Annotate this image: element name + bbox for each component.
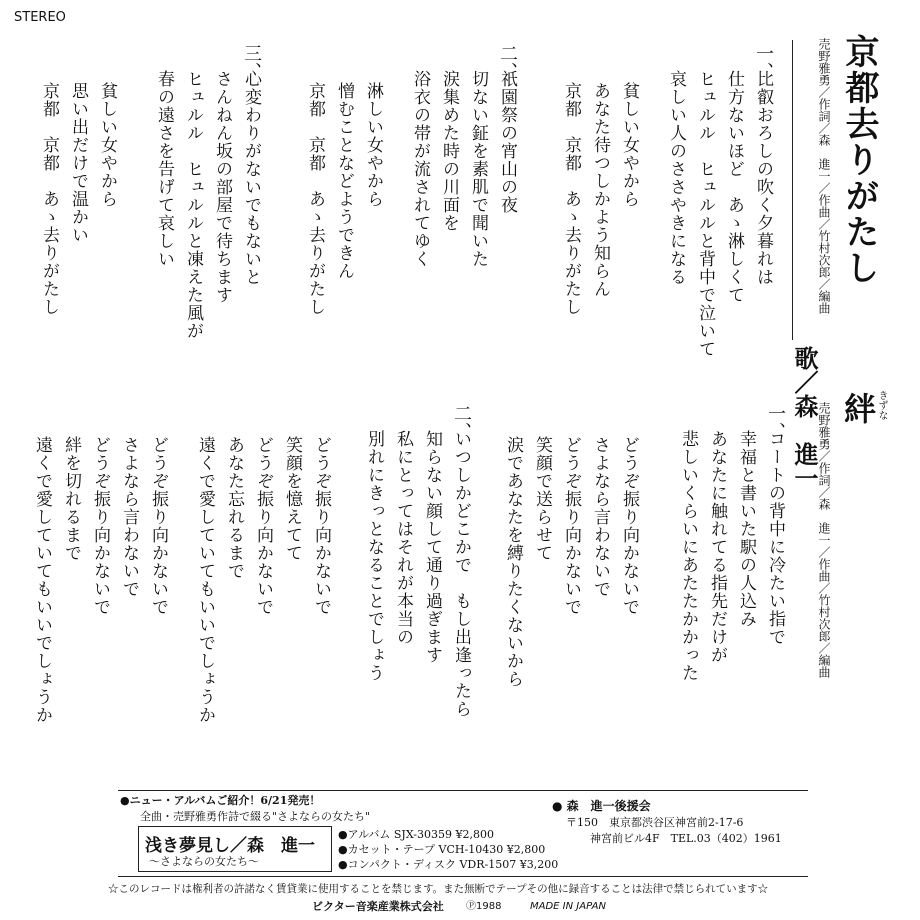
- song2-v2-line4: 別れにきっとなることでしょう: [364, 430, 384, 682]
- song1-v1-line4: 哀しい人のささやきになる: [666, 70, 686, 286]
- stereo-label: STEREO: [14, 10, 66, 25]
- song1-v1-line7: 京都 京都 あゝ去りがたし: [561, 82, 581, 316]
- song1-v3-line6: 思い出だけで温かい: [68, 82, 88, 244]
- song2-v2-line5: どうぞ振り向かないで: [311, 436, 331, 616]
- song2-v1-line9: 涙であなたを縛りたくないから: [503, 436, 523, 688]
- song2-v2-line7: どうぞ振り向かないで: [253, 436, 273, 616]
- album-headline: ●ニュー・アルバムご紹介！6/21発売！: [120, 794, 321, 807]
- fan-club-address1: 〒150 東京都渋谷区神宮前2-17-6: [566, 816, 744, 829]
- song1-verse2-number: 二、: [497, 44, 518, 80]
- song2-v1-line7: どうぞ振り向かないで: [561, 436, 581, 616]
- song1-v2-line6: 憎むことなどようできん: [334, 82, 354, 280]
- song2-v1-line5: どうぞ振り向かないで: [619, 436, 639, 616]
- song2-v1-line1: コートの背中に冷たい指で: [765, 430, 785, 646]
- song1-v1-line1: 比叡おろしの吹く夕暮れは: [753, 70, 773, 286]
- song1-verse3-number: 三、: [241, 44, 262, 80]
- album-title-box: [138, 826, 332, 872]
- song2-verse2-number: 二、: [451, 404, 472, 440]
- fan-club-name: ● 森 進一後援会: [552, 799, 651, 813]
- made-in-label: MADE IN JAPAN: [530, 901, 606, 912]
- song2-v2-line2: 知らない顔して通り過ぎます: [422, 430, 442, 664]
- song1-v1-line2: 仕方ないほど あゝ淋しくて: [724, 70, 744, 304]
- album-subtitle: ～さよならの女たち～: [149, 855, 259, 868]
- title-divider: [792, 40, 793, 340]
- song2-title-ruby: きずな: [876, 390, 887, 420]
- song2-v2-line3: 私にとってはそれが本当の: [393, 430, 413, 646]
- album-format-lp: ●アルバム SJX-30359 ¥2,800: [338, 828, 494, 841]
- song1-v2-line7: 京都 京都 あゝ去りがたし: [305, 82, 325, 316]
- album-format-cd: ●コンパクト・ディスク VDR-1507 ¥3,200: [338, 858, 559, 871]
- song2-v2-line11: さよなら言わないで: [119, 436, 139, 598]
- song1-verse1-number: 一、: [753, 44, 774, 80]
- album-title: 浅き夢見し／森 進一: [145, 836, 315, 856]
- song2-v2-line9: 遠くで愛していてもいいでしょうか: [195, 436, 215, 724]
- album-subline: 全曲・売野雅勇作詩で綴る"さよならの女たち": [140, 810, 371, 823]
- song1-v3-line3: ヒュルル ヒュルルと凍えた風が: [183, 70, 203, 340]
- song1-v3-line7: 京都 京都 あゝ去りがたし: [39, 82, 59, 316]
- top-info-divider: [118, 790, 808, 791]
- singer-credit: 歌／森 進一: [790, 346, 819, 490]
- phonogram-year: Ⓟ1988: [466, 901, 502, 912]
- song2-v1-line3: あなたに触れてる指先だけが: [707, 430, 727, 664]
- song2-credit: 売野雅勇／作詞／森 進一／作曲／竹村次郎／編曲: [817, 402, 831, 678]
- song2-v2-line1: いつしかどこかで もし出逢ったら: [451, 430, 471, 718]
- song1-v1-line6: あなた待つしかよう知らん: [590, 82, 610, 298]
- copyright-notice: ☆このレコードは権利者の許諾なく賃貸業に使用することを禁じます。また無断でテープその他に録音することは法律で禁じられています☆: [108, 883, 769, 895]
- song1-v2-line3: 涙集めた時の川面を: [439, 70, 459, 232]
- song2-v2-line6: 笑顔を憶えてて: [282, 436, 302, 562]
- song2-v2-line10: どうぞ振り向かないで: [148, 436, 168, 616]
- record-company: ビクター音楽産業株式会社: [312, 900, 444, 913]
- song2-v1-line6: さよなら言わないで: [590, 436, 610, 598]
- song2-v1-line2: 幸福と書いた駅の人込み: [736, 430, 756, 628]
- song2-title: 絆: [839, 392, 877, 424]
- song2-v2-line12: どうぞ振り向かないで: [90, 436, 110, 616]
- song2-v2-line8: あなた忘れるまで: [224, 436, 244, 580]
- song2-v1-line4: 悲しいくらいにあたたかかった: [678, 430, 698, 682]
- song1-v2-line4: 浴衣の帯が流されてゆく: [410, 70, 430, 268]
- song2-v1-line8: 笑顔で送らせて: [532, 436, 552, 562]
- song1-v2-line5: 淋しい女やから: [363, 82, 383, 208]
- song1-v2-line1: 祇園祭の宵山の夜: [497, 70, 517, 214]
- song2-verse1-number: 一、: [765, 404, 786, 440]
- song1-v1-line3: ヒュルル ヒュルルと背中で泣いて: [695, 70, 715, 358]
- album-format-cassette: ●カセット・テープ VCH-10430 ¥2,800: [338, 843, 546, 856]
- song1-v3-line1: 心変わりがないでもないと: [241, 70, 261, 286]
- fan-club-address2: 神宮前ビル4F TEL.03（402）1961: [590, 832, 782, 845]
- song1-v2-line2: 切ない鉦を素肌で聞いた: [468, 70, 488, 268]
- song1-v1-line5: 貧しい女やから: [619, 82, 639, 208]
- song1-v3-line5: 貧しい女やから: [97, 82, 117, 208]
- song1-title: 京都去りがたし: [839, 34, 879, 286]
- song1-v3-line4: 春の遠さを告げて哀しい: [154, 70, 174, 268]
- song2-v2-line13: 絆を切れるまで: [61, 436, 81, 562]
- song2-v2-line14: 遠くで愛していてもいいでしょうか: [32, 436, 52, 724]
- song1-credit: 売野雅勇／作詞／森 進一／作曲／竹村次郎／編曲: [817, 38, 831, 314]
- bottom-info-divider: [118, 876, 808, 877]
- song1-v3-line2: さんねん坂の部屋で待ちます: [212, 70, 232, 304]
